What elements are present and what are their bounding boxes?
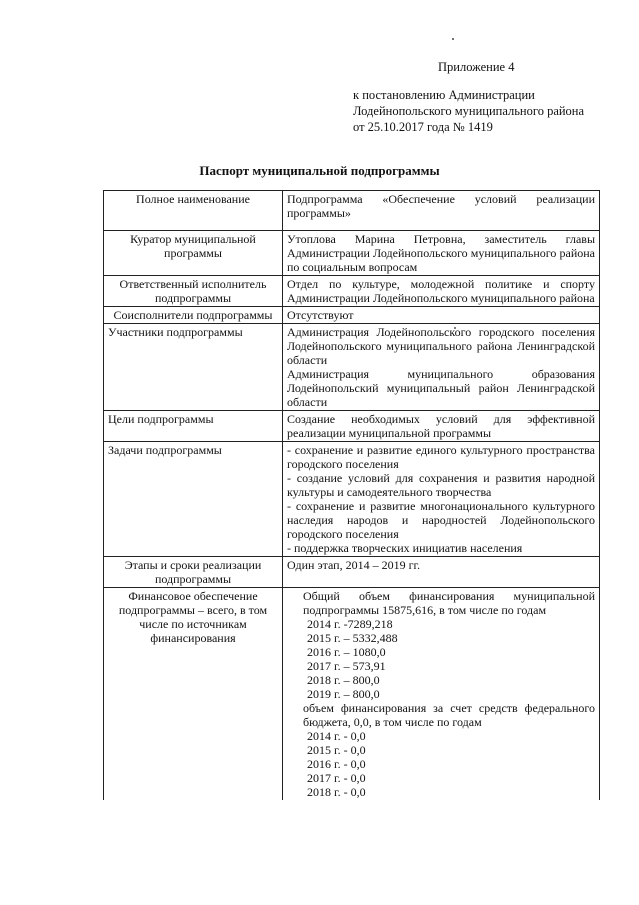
financing-federal-year: 2015 г. - 0,0 (307, 743, 366, 757)
row-label: Этапы и сроки реализации подпрограммы (104, 557, 283, 588)
row-value: Утоплова Марина Петровна, заместитель главы Администрации Лодейнопольского муниципального района по социальным вопросам (283, 231, 600, 276)
financing-federal-year: 2017 г. - 0,0 (307, 771, 366, 785)
row-value (283, 442, 600, 557)
financing-federal-year: 2018 г. - 0,0 (307, 785, 366, 799)
scan-speck (452, 38, 454, 40)
row-value (283, 324, 600, 411)
financing-year: 2014 г. -7289,218 (307, 617, 393, 631)
financing-federal-year: 2016 г. - 0,0 (307, 757, 366, 771)
table-row (104, 588, 600, 801)
financing-year: 2016 г. – 1080,0 (307, 645, 386, 659)
row-value: Отсутствуют (283, 307, 600, 324)
row-value: Один этап, 2014 – 2019 гг. (283, 557, 600, 588)
row-value: Создание необходимых условий для эффективной реализации муниципальной программы (283, 411, 600, 442)
table-row (104, 191, 600, 231)
financing-year: 2015 г. – 5332,488 (307, 631, 398, 645)
row-label: Финансовое обеспечение подпрограммы – всего, в том числе по источникам финансирования (104, 588, 283, 801)
table-row (104, 324, 600, 411)
table-row (104, 442, 600, 557)
participant-line: Администрация муниципального образования Лодейнопольский муниципальный район Ленинградской области (287, 367, 595, 409)
appendix-line: от 25.10.2017 года № 1419 (353, 120, 493, 134)
task-line: - создание условий для сохранения и развития народной культуры и самодеятельного творчества (287, 471, 595, 499)
participant-line: Администрация Лодейнопольского городского поселения Лодейнопольского муниципального района Ленинградской области (287, 325, 595, 367)
row-value: Подпрограмма «Обеспечение условий реализации программы» (283, 191, 600, 231)
row-label: Соисполнители подпрограммы (104, 307, 283, 324)
table-row (104, 231, 600, 276)
row-label: Участники подпрограммы (104, 324, 283, 411)
row-label: Куратор муниципальной программы (104, 231, 283, 276)
row-value (283, 588, 600, 801)
appendix-line: Лодейнопольского муниципального района (353, 104, 585, 118)
passport-table (103, 190, 600, 800)
financing-federal-year: 2014 г. - 0,0 (307, 729, 366, 743)
appendix-title: Приложение 4 (438, 60, 515, 74)
table-row (104, 411, 600, 442)
financing-year: 2019 г. – 800,0 (307, 687, 380, 701)
appendix-reference (353, 87, 584, 135)
table-row (104, 276, 600, 307)
task-line: - сохранение и развитие единого культурного пространства городского поселения (287, 443, 595, 471)
document-title: Паспорт муниципальной подпрограммы (199, 163, 440, 178)
row-label: Задачи подпрограммы (104, 442, 283, 557)
financing-year: 2018 г. – 800,0 (307, 673, 380, 687)
row-label: Полное наименование (104, 191, 283, 231)
financing-year: 2017 г. – 573,91 (307, 659, 386, 673)
financing-federal-text: объем финансирования за счет средств федерального бюджета, 0,0, в том числе по годам (303, 701, 595, 729)
row-value: Отдел по культуре, молодежной политике и спорту Администрации Лодейнопольского муниципального района (283, 276, 600, 307)
financing-total-text: Общий объем финансирования муниципальной подпрограммы 15875,616, в том числе по годам (303, 589, 595, 617)
table-row (104, 307, 600, 324)
table-row (104, 557, 600, 588)
row-label: Цели подпрограммы (104, 411, 283, 442)
task-line: - сохранение и развитие многонационального культурного наследия народов и народностей Лодейнопольского городского поселения (287, 499, 595, 541)
task-line: - поддержка творческих инициатив населения (287, 541, 523, 555)
row-label: Ответственный исполнитель подпрограммы (104, 276, 283, 307)
appendix-line: к постановлению Администрации (353, 88, 535, 102)
